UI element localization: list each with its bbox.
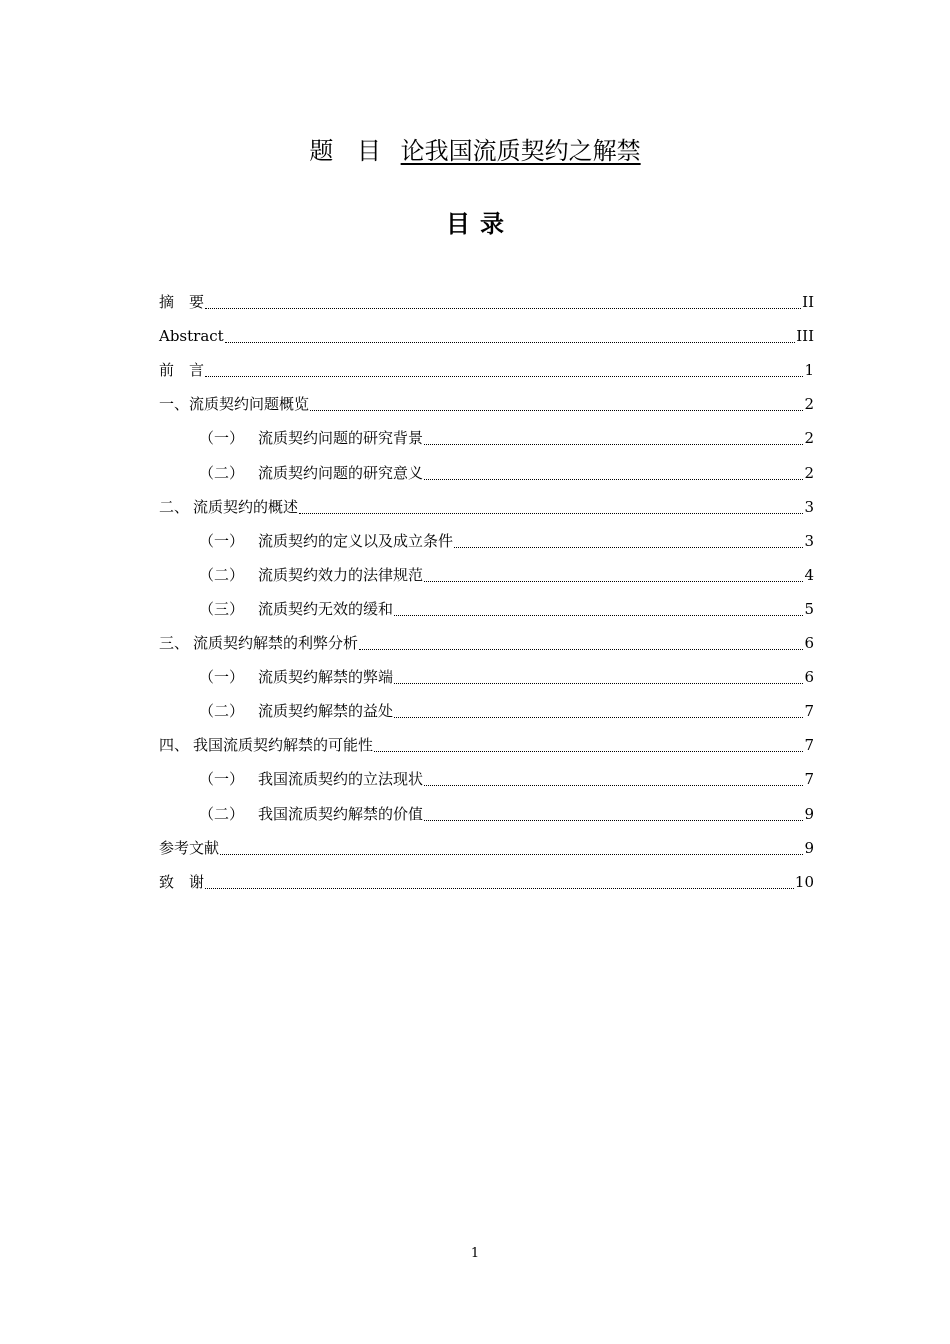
toc-leader-dots xyxy=(424,444,803,445)
toc-entry-page: 5 xyxy=(804,599,814,618)
toc-entry-number: （二） xyxy=(199,565,245,584)
toc-leader-dots xyxy=(394,683,803,684)
toc-entry[interactable] xyxy=(159,487,814,521)
toc-entry-page: 2 xyxy=(804,463,814,482)
document-title-label: 题 目 xyxy=(309,137,389,165)
toc-entry-title xyxy=(159,390,309,418)
toc-entry-title xyxy=(199,765,423,793)
toc-entry-number: 二、 xyxy=(159,497,190,516)
toc-entry-text: 前 言 xyxy=(159,361,205,380)
toc-entry-title xyxy=(159,868,204,896)
toc-entry-text: 我国流质契约的立法现状 xyxy=(258,770,424,789)
toc-entry[interactable] xyxy=(159,725,814,759)
toc-entry-page: 6 xyxy=(804,668,814,687)
toc-entry-page: 4 xyxy=(804,565,814,584)
toc-leader-dots xyxy=(205,308,801,309)
toc-entry-text: Abstract xyxy=(159,327,224,346)
toc-leader-dots xyxy=(310,410,803,411)
toc-entry-number: 四、 xyxy=(159,736,190,755)
toc-entry-title xyxy=(199,459,423,487)
toc-entry[interactable] xyxy=(159,862,814,896)
toc-entry-page: 7 xyxy=(804,770,814,789)
toc-entry-title xyxy=(199,561,423,589)
toc-leader-dots xyxy=(424,785,803,786)
toc-entry-number: （二） xyxy=(199,804,245,823)
toc-entry[interactable] xyxy=(159,521,814,555)
toc-entry-title xyxy=(199,663,393,691)
toc-entry-page: III xyxy=(796,327,814,346)
toc-entry-page: 2 xyxy=(804,429,814,448)
toc-entry-text: 流质契约问题的研究背景 xyxy=(258,429,424,448)
toc-entry-number: 三、 xyxy=(159,634,190,653)
toc-entry-text: 致 谢 xyxy=(159,872,205,891)
toc-entry[interactable] xyxy=(159,555,814,589)
toc-entry-title xyxy=(199,697,393,725)
toc-entry-title xyxy=(159,834,219,862)
toc-leader-dots xyxy=(424,820,803,821)
toc-heading: 目录 xyxy=(446,210,514,238)
toc-entry-text: 流质契约的概述 xyxy=(193,497,299,516)
toc-entry-number: （一） xyxy=(199,668,245,687)
toc-leader-dots xyxy=(225,342,796,343)
toc-entry-text: 流质契约解禁的弊端 xyxy=(258,668,394,687)
toc-entry-text: 流质契约效力的法律规范 xyxy=(258,565,424,584)
toc-leader-dots xyxy=(454,547,803,548)
page-number: 1 xyxy=(470,1246,480,1261)
toc-entry-page: 7 xyxy=(804,702,814,721)
toc-entry[interactable] xyxy=(159,384,814,418)
toc-entry-title xyxy=(159,356,204,384)
toc-entry-page: 9 xyxy=(804,804,814,823)
toc-entry-title xyxy=(159,322,224,350)
toc-entry-text: 流质契约无效的缓和 xyxy=(258,599,394,618)
toc-entry[interactable] xyxy=(159,418,814,452)
toc-leader-dots xyxy=(424,479,803,480)
toc-leader-dots xyxy=(205,376,803,377)
toc-entry-title xyxy=(199,800,423,828)
toc-entry[interactable] xyxy=(159,316,814,350)
toc-entry-page: 7 xyxy=(804,736,814,755)
toc-entry-page: II xyxy=(802,293,814,312)
toc-leader-dots xyxy=(220,854,803,855)
toc-leader-dots xyxy=(394,717,803,718)
toc-entry[interactable] xyxy=(159,350,814,384)
toc-entry-title xyxy=(199,527,453,555)
document-title xyxy=(0,134,950,168)
toc-entry-page: 9 xyxy=(804,838,814,857)
toc-leader-dots xyxy=(424,581,803,582)
toc-entry-text: 我国流质契约解禁的可能性 xyxy=(193,736,374,755)
toc-leader-dots xyxy=(359,649,803,650)
toc-entry-page: 3 xyxy=(804,497,814,516)
toc-entry-text: 我国流质契约解禁的价值 xyxy=(258,804,424,823)
toc-entry-text: 流质契约的定义以及成立条件 xyxy=(258,531,454,550)
toc-entry-text: 一、流质契约问题概览 xyxy=(159,395,310,414)
toc-entry[interactable] xyxy=(159,691,814,725)
toc-entry[interactable] xyxy=(159,657,814,691)
toc-entry-title xyxy=(199,595,393,623)
toc-entry-page: 6 xyxy=(804,634,814,653)
toc-entry-number: （一） xyxy=(199,429,245,448)
toc-entry[interactable] xyxy=(159,759,814,793)
document-title-value: 论我国流质契约之解禁 xyxy=(400,137,641,165)
toc-entry-page: 3 xyxy=(804,531,814,550)
toc-entry-number: （二） xyxy=(199,702,245,721)
toc-entry-title xyxy=(159,493,298,521)
toc-entry-number: （一） xyxy=(199,770,245,789)
toc-entry[interactable] xyxy=(159,623,814,657)
toc-entry-title xyxy=(159,288,204,316)
toc-entry-number: （二） xyxy=(199,463,245,482)
toc-entry[interactable] xyxy=(159,828,814,862)
toc-entry-text: 流质契约解禁的益处 xyxy=(258,702,394,721)
toc-entry[interactable] xyxy=(159,282,814,316)
toc-entry-title xyxy=(159,731,373,759)
toc-entry-title xyxy=(199,424,423,452)
toc-entry[interactable] xyxy=(159,452,814,486)
toc-entry-title xyxy=(159,629,358,657)
toc-entry-text: 参考文献 xyxy=(159,838,220,857)
toc-entry-page: 10 xyxy=(794,872,814,891)
toc-leader-dots xyxy=(299,513,803,514)
toc-entry-text: 摘 要 xyxy=(159,293,205,312)
toc-entry-page: 2 xyxy=(804,395,814,414)
toc-entry-text: 流质契约问题的研究意义 xyxy=(258,463,424,482)
toc-entry[interactable] xyxy=(159,793,814,827)
toc-entry-page: 1 xyxy=(804,361,814,380)
toc-entry-number: （三） xyxy=(199,599,245,618)
table-of-contents xyxy=(159,282,814,896)
toc-entry-text: 流质契约解禁的利弊分析 xyxy=(193,634,359,653)
toc-entry-number: （一） xyxy=(199,531,245,550)
toc-leader-dots xyxy=(374,751,803,752)
toc-leader-dots xyxy=(205,888,794,889)
toc-entry[interactable] xyxy=(159,589,814,623)
toc-leader-dots xyxy=(394,615,803,616)
